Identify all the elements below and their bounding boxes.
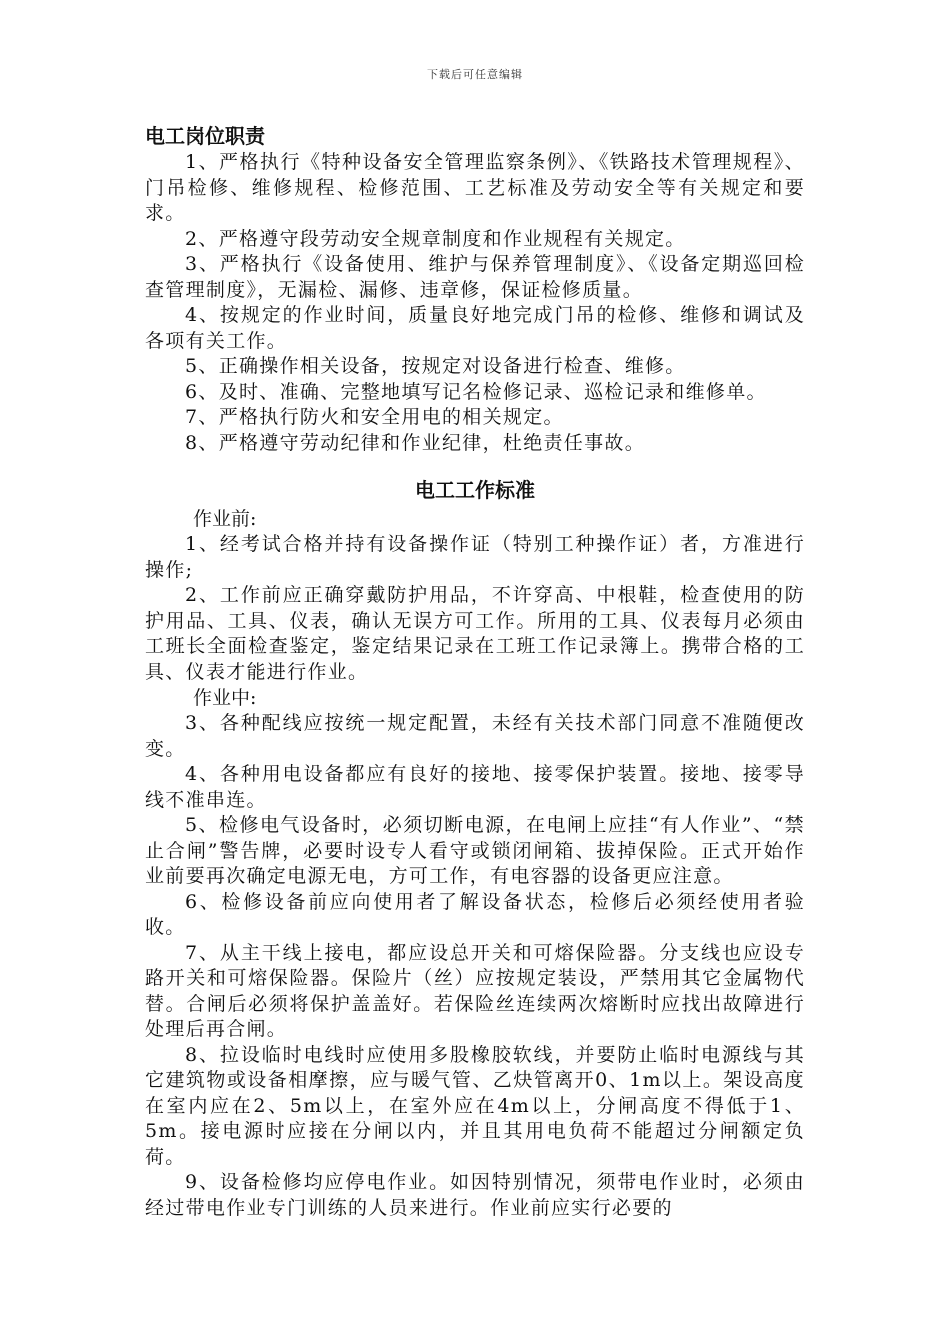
before-work-label: 作业前: xyxy=(193,508,257,530)
header-note: 下载后可任意编辑 xyxy=(427,68,523,81)
duty-item: 1、严格执行《特种设备安全管理监察条例》、《铁路技术管理规程》、门吊检修、维修规程、检修范围、工艺标准及劳动安全等有关规定和要求。 xyxy=(145,151,805,224)
duty-item: 2、严格遵守段劳动安全规章制度和作业规程有关规定。 xyxy=(185,227,686,250)
standard-item: 2、工作前应正确穿戴防护用品，不许穿高、中根鞋，检查使用的防护用品、工具、仪表，确认无误方可工作。所用的工具、仪表每月必须由工班长全面检查鉴定，鉴定结果记录在工班工作记录簿上。携带合格的工具、仪表才能进行作业。 xyxy=(145,584,805,683)
duty-item: 6、及时、准确、完整地填写记名检修记录、巡检记录和维修单。 xyxy=(185,380,767,403)
standard-item: 3、各种配线应按统一规定配置，未经有关技术部门同意不准随便改变。 xyxy=(145,712,805,760)
duty-item: 8、严格遵守劳动纪律和作业纪律，杜绝责任事故。 xyxy=(185,431,645,454)
duty-item: 4、按规定的作业时间，质量良好地完成门吊的检修、维修和调试及各项有关工作。 xyxy=(145,304,805,352)
standard-item: 4、各种用电设备都应有良好的接地、接零保护装置。接地、接零导线不准串连。 xyxy=(145,763,805,811)
standard-item: 1、经考试合格并持有设备操作证（特别工种操作证）者，方准进行操作; xyxy=(145,533,805,581)
standard-item: 6、检修设备前应向使用者了解设备状态，检修后必须经使用者验收。 xyxy=(145,890,805,938)
duty-item: 3、严格执行《设备使用、维护与保养管理制度》、《设备定期巡回检查管理制度》，无漏检、漏修、违章修，保证检修质量。 xyxy=(145,253,805,301)
standard-item: 9、设备检修均应停电作业。如因特别情况，须带电作业时，必须由经过带电作业专门训练的人员来进行。作业前应实行必要的 xyxy=(145,1171,805,1219)
section-title-duties: 电工岗位职责 xyxy=(145,124,265,148)
document-body xyxy=(145,122,805,1221)
duty-item: 7、严格执行防火和安全用电的相关规定。 xyxy=(185,406,564,428)
duty-item: 5、正确操作相关设备，按规定对设备进行检查、维修。 xyxy=(185,355,686,377)
section-title-standards: 电工工作标准 xyxy=(415,478,535,502)
standard-item: 5、检修电气设备时，必须切断电源，在电闸上应挂“有人作业”、“禁止合闸”警告牌，必要时设专人看守或锁闭闸箱、拔掉保险。正式开始作业前要再次确定电源无电，方可工作，有电容器的设备更应注意。 xyxy=(145,814,805,887)
standard-item: 7、从主干线上接电，都应设总开关和可熔保险器。分支线也应设专路开关和可熔保险器。保险片（丝）应按规定装设，严禁用其它金属物代替。合闸后必须将保护盖盖好。若保险丝连续两次熔断时应找出故障进行处理后再合闸。 xyxy=(145,941,805,1040)
during-work-label: 作业中: xyxy=(193,687,257,709)
standard-item: 8、拉设临时电线时应使用多股橡胶软线，并要防止临时电源线与其它建筑物或设备相摩擦，应与暖气管、乙炔管离开0、1m以上。架设高度在室内应在2、5m以上，在室外应在4m以上，分闸高度不得低于1、5m。接电源时应接在分闸以内，并且其用电负荷不能超过分闸额定负荷。 xyxy=(145,1043,805,1168)
